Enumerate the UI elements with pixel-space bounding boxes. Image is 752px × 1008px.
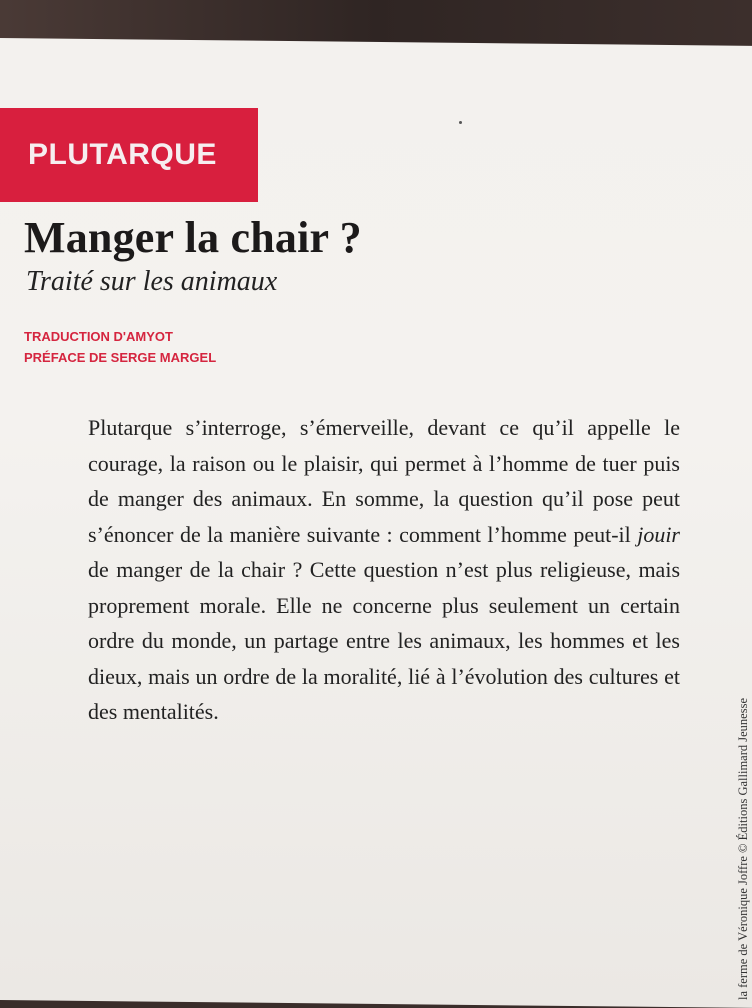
translation-credit: TRADUCTION D'AMYOT (24, 329, 173, 344)
credits-block (24, 326, 216, 368)
book-subtitle: Traité sur les animaux (26, 266, 278, 297)
blurb-part-2: de manger de la chair ? Cette question n’est plus religieuse, mais proprement morale. Elle ne concerne plus seulement un certain ordre du monde, un partage entre les animaux, les hommes et les dieux, mais un ordre de la moralité, lié à l’évolution des cultures et des mentalités. (88, 557, 680, 724)
book-title: Manger la chair ? (24, 213, 362, 262)
blurb-paragraph (88, 410, 680, 730)
preface-credit: PRÉFACE DE SERGE MARGEL (24, 350, 217, 365)
author-band (0, 108, 258, 202)
blurb-italic-word: jouir (637, 521, 680, 547)
illustration-credit: la ferme de Véronique Joffre © Éditions Gallimard Jeunesse (736, 697, 750, 1000)
blurb-text (88, 410, 680, 730)
author-name: PLUTARQUE (28, 138, 217, 171)
blurb-part-1: Plutarque s’interroge, s’émerveille, devant ce qu’il appelle le courage, la raison ou le plaisir, qui permet à l’homme de tuer puis de manger des animaux. En somme, la question qu’il pose peut s’énoncer de la manière suivante : comment l’homme peut-il (88, 415, 680, 547)
paper-speck (459, 121, 462, 124)
